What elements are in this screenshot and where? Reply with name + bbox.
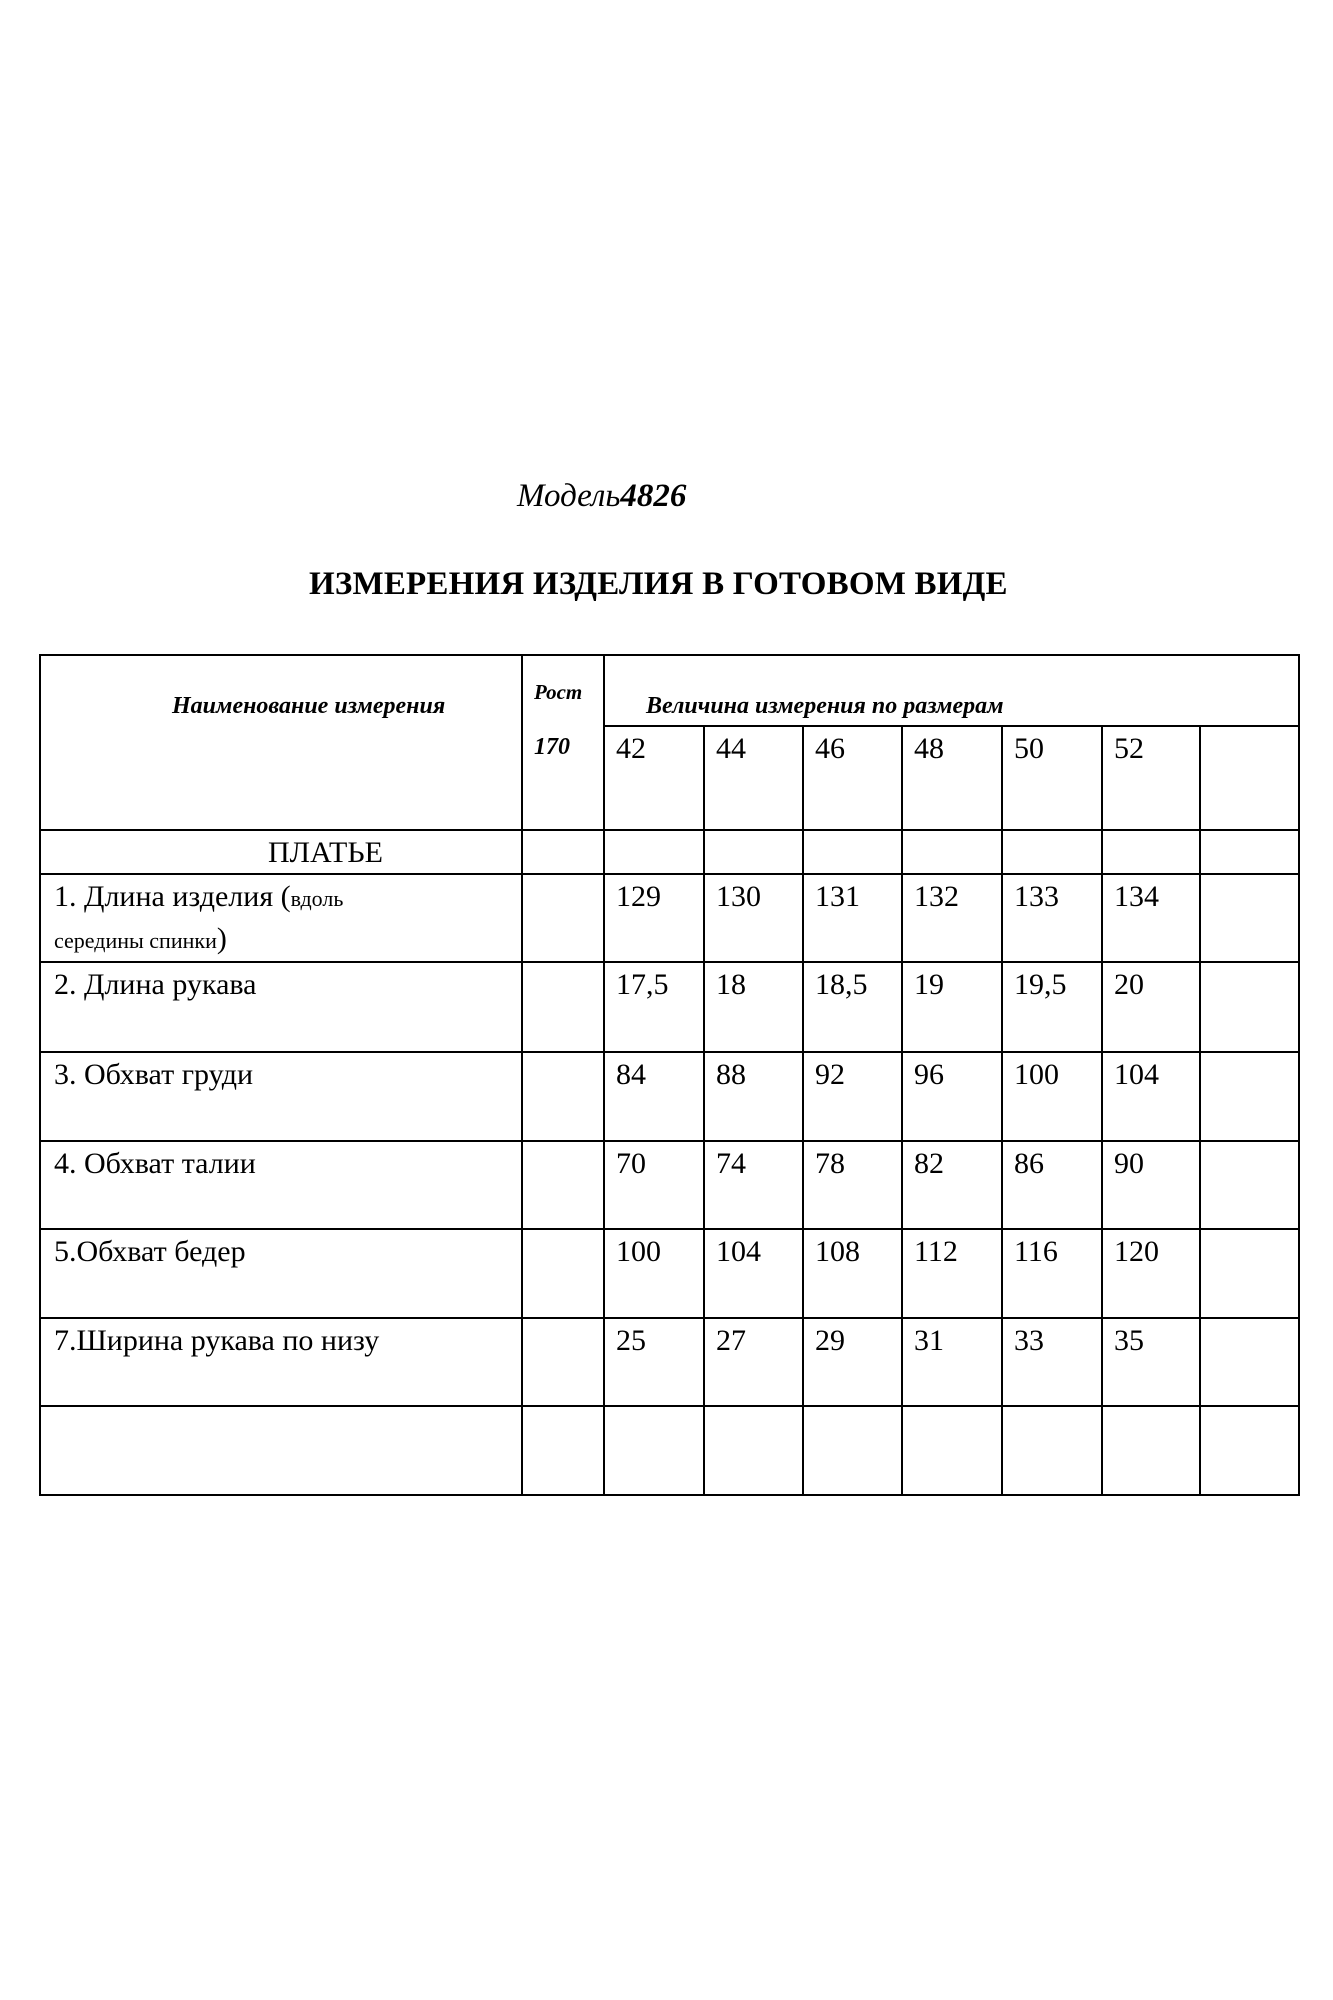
table-cell: 104 [716,1235,761,1268]
table-cell: 96 [914,1058,944,1091]
column-header-measurement-name: Наименование измерения [172,693,446,719]
table-cell: 17,5 [616,968,669,1001]
table-cell: 29 [815,1324,845,1357]
table-cell: 19 [914,968,944,1001]
document-title: ИЗМЕРЕНИЯ ИЗДЕЛИЯ В ГОТОВОМ ВИДЕ [309,566,1008,602]
table-cell: 133 [1014,880,1059,913]
table-cell: 25 [616,1324,646,1357]
table-cell: 130 [716,880,761,913]
table-cell: 129 [616,880,661,913]
height-value: 170 [534,734,570,760]
table-cell: 90 [1114,1147,1144,1180]
size-header: 42 [616,732,646,765]
model-label: Модель [517,478,621,514]
table-cell: 74 [716,1147,746,1180]
table-cell: 82 [914,1147,944,1180]
row-name-note-line2: середины спинки [54,928,217,953]
row-name [54,882,343,912]
table-cell: 31 [914,1324,944,1357]
table-cell: 108 [815,1235,860,1268]
size-header: 52 [1114,732,1144,765]
table-cell: 134 [1114,880,1159,913]
row-name: 3. Обхват груди [54,1058,254,1091]
table-cell: 27 [716,1324,746,1357]
size-header: 44 [716,732,746,765]
table-cell: 112 [914,1235,958,1268]
table-cell: 33 [1014,1324,1044,1357]
table-cell: 92 [815,1058,845,1091]
table-cell: 100 [1014,1058,1059,1091]
column-header-height: Рост [534,680,583,704]
table-cell: 18 [716,968,746,1001]
table-cell: 131 [815,880,860,913]
table-cell: 35 [1114,1324,1144,1357]
table-cell: 84 [616,1058,646,1091]
row-name: 4. Обхват талии [54,1147,256,1180]
row-name: 5.Обхват бедер [54,1235,246,1268]
row-name-close-paren: ) [216,922,227,955]
table-cell: 120 [1114,1235,1159,1268]
table-cell: 70 [616,1147,646,1180]
size-header: 48 [914,732,944,765]
column-header-sizes: Величина измерения по размерам [646,693,1004,719]
table-cell: 86 [1014,1147,1044,1180]
table-cell: 116 [1014,1235,1058,1268]
size-header: 50 [1014,732,1044,765]
table-cell: 132 [914,880,959,913]
table-cell: 88 [716,1058,746,1091]
row-name-continued [54,924,227,954]
table-cell: 78 [815,1147,845,1180]
table-cell: 104 [1114,1058,1159,1091]
row-name: 7.Ширина рукава по низу [54,1324,380,1357]
table-cell: 19,5 [1014,968,1067,1001]
model-number: 4826 [620,478,687,514]
row-name: 2. Длина рукава [54,968,257,1001]
row-name-note: вдоль [290,886,344,911]
row-name-main: 1. Длина изделия ( [54,880,291,913]
size-header: 46 [815,732,845,765]
table-cell: 20 [1114,968,1144,1001]
table-cell: 100 [616,1235,661,1268]
section-title: ПЛАТЬЕ [268,836,383,869]
table-cell: 18,5 [815,968,868,1001]
